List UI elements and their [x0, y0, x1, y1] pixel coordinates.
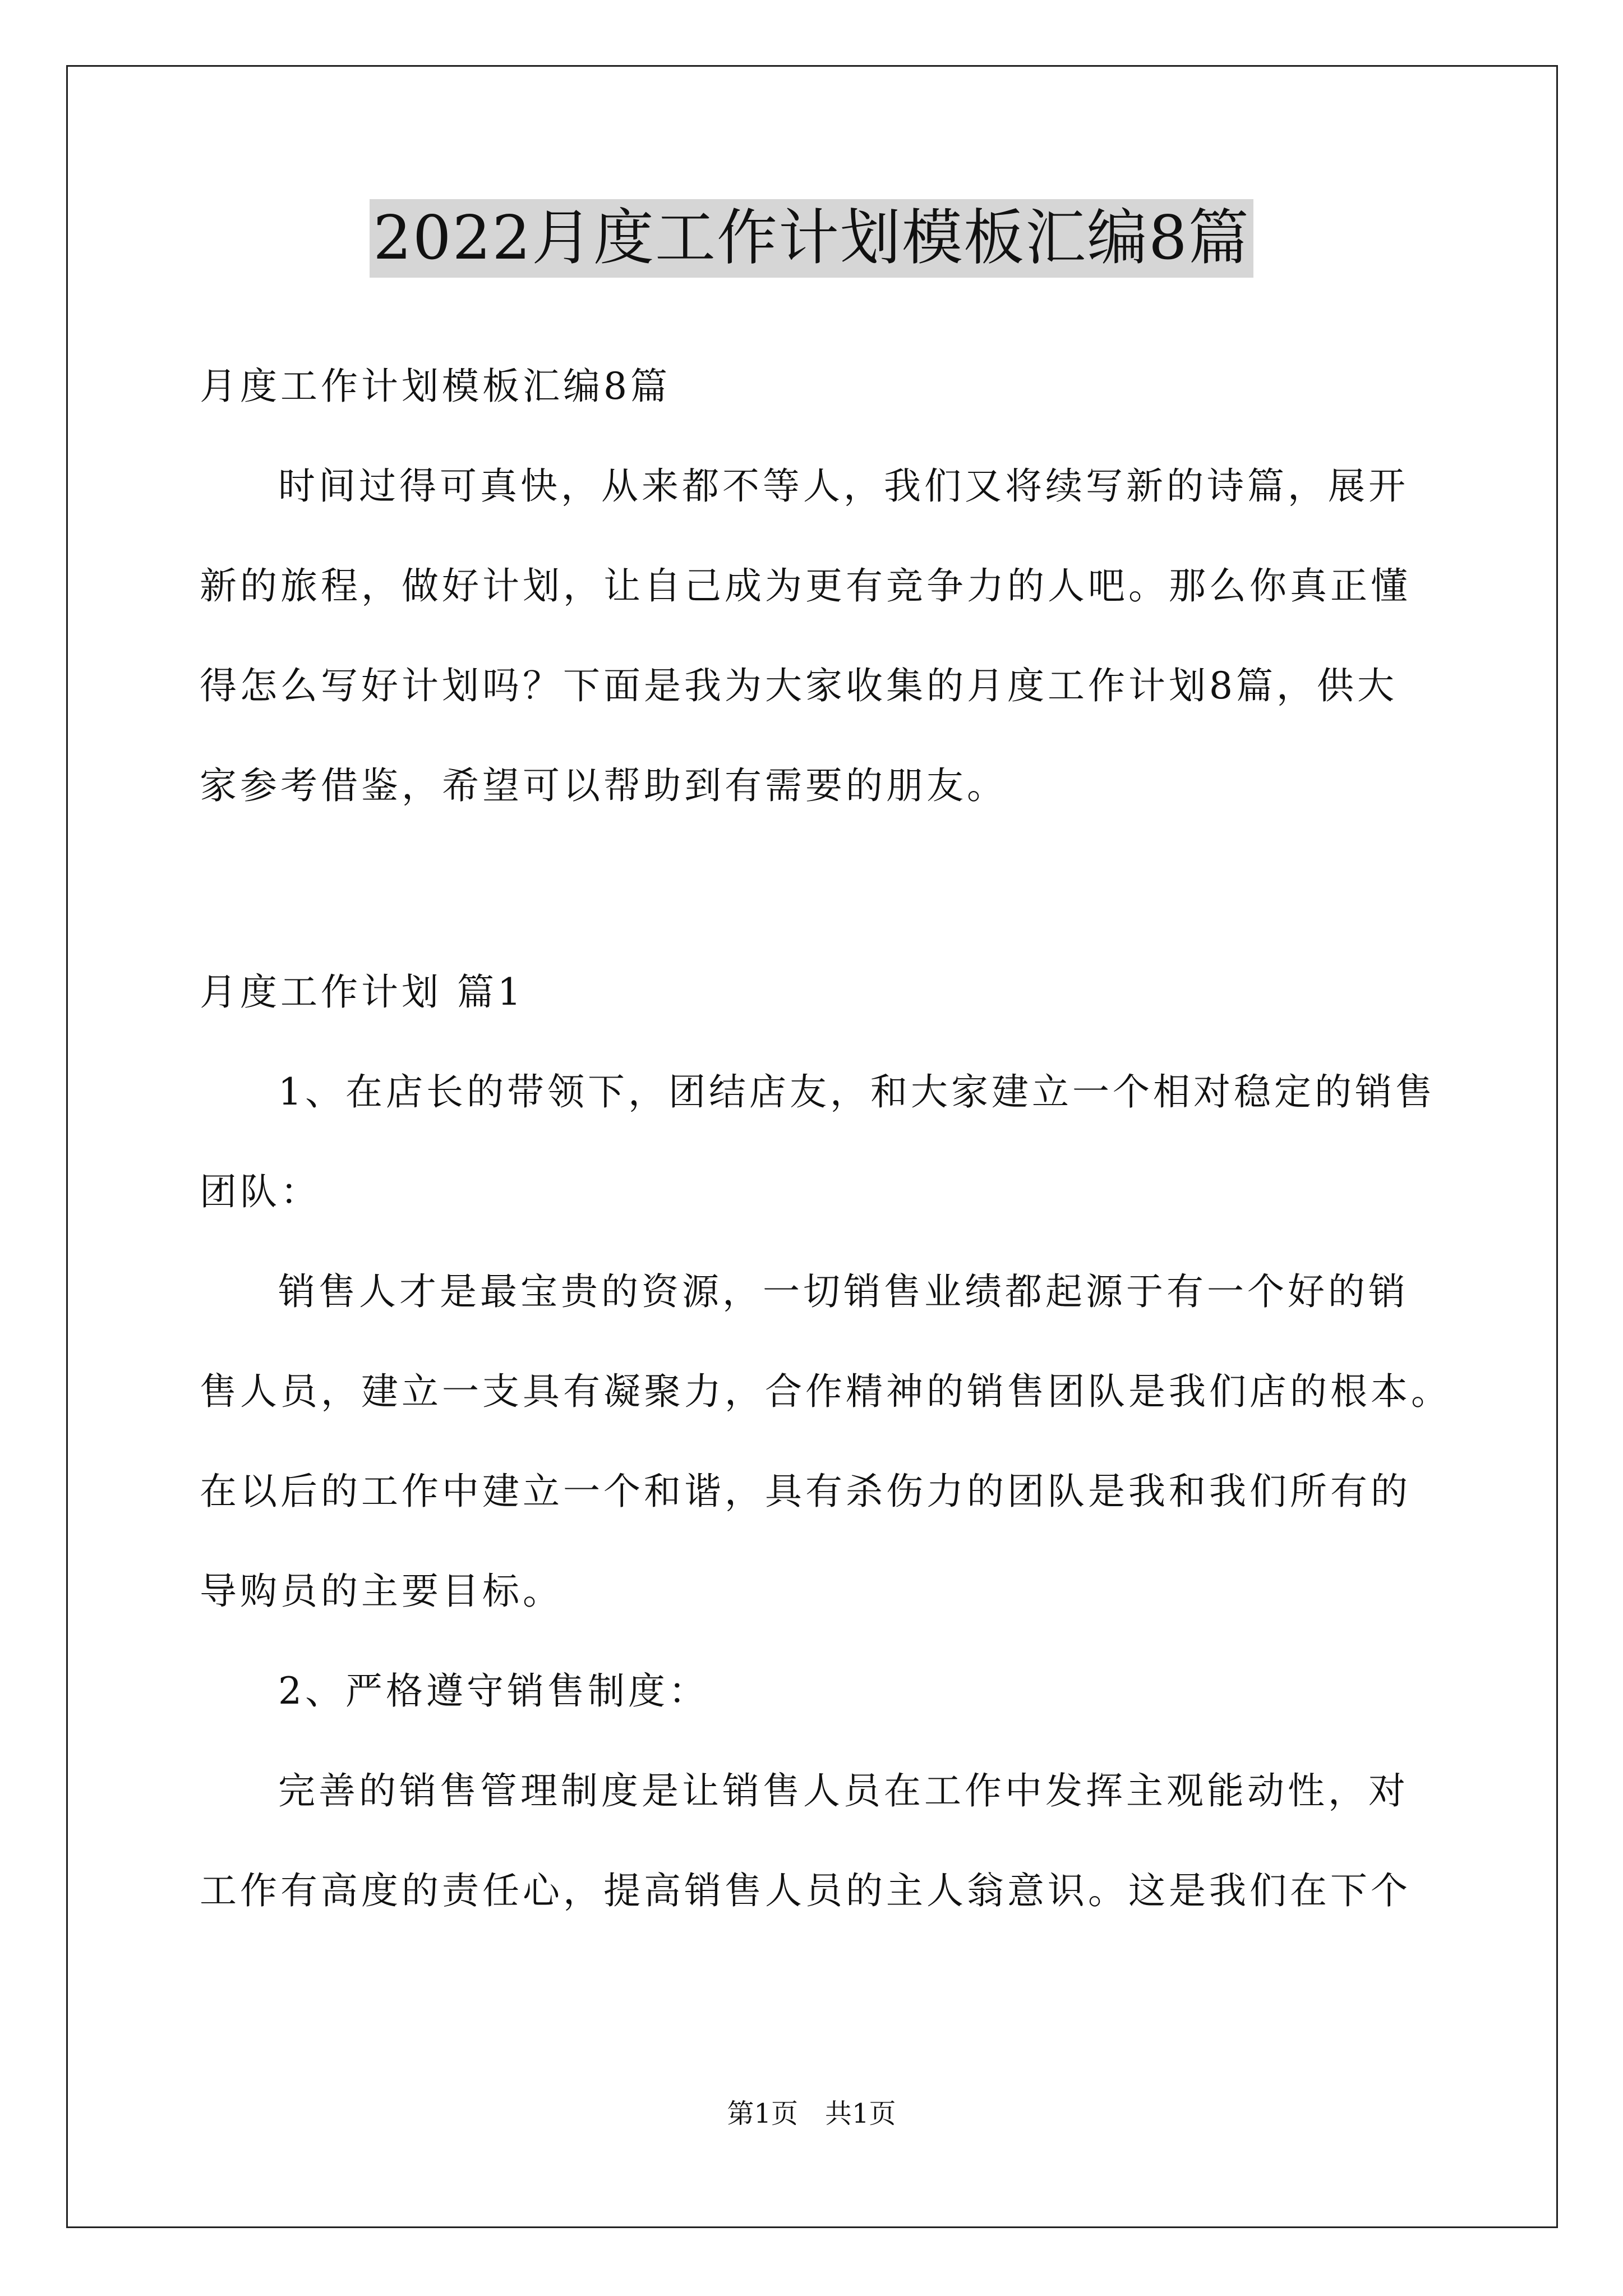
subtitle: 月度工作计划模板汇编8篇 — [200, 365, 671, 408]
paragraph-line: 销售人才是最宝贵的资源，一切销售业绩都起源于有一个好的销 — [278, 1270, 1409, 1313]
intro-line: 时间过得可真快，从来都不等人，我们又将续写新的诗篇，展开 — [278, 464, 1409, 508]
document-body — [200, 337, 1456, 1941]
paragraph-line: 工作有高度的责任心，提高销售人员的主人翁意识。这是我们在下个 — [200, 1869, 1411, 1912]
item-line: 团队： — [200, 1170, 321, 1213]
item-line: 2、严格遵守销售制度： — [278, 1669, 709, 1713]
item-line: 1、在店长的带领下，团结店友，和大家建立一个相对稳定的销售 — [278, 1070, 1436, 1114]
section-heading: 月度工作计划 篇1 — [200, 970, 524, 1014]
paragraph-line: 导购员的主要目标。 — [200, 1570, 563, 1613]
page-footer: 第1页 共1页 — [727, 2098, 896, 2129]
intro-line: 新的旅程，做好计划，让自己成为更有竞争力的人吧。那么你真正懂 — [200, 564, 1411, 608]
intro-line: 得怎么写好计划吗？下面是我为大家收集的月度工作计划8篇，供大 — [200, 664, 1398, 707]
document-title: 2022月度工作计划模板汇编8篇 — [370, 199, 1253, 278]
paragraph-line: 在以后的工作中建立一个和谐，具有杀伤力的团队是我和我们所有的 — [200, 1470, 1411, 1513]
paragraph-line: 完善的销售管理制度是让销售人员在工作中发挥主观能动性，对 — [278, 1769, 1409, 1812]
paragraph-gap — [200, 836, 1456, 942]
title-container — [0, 199, 1623, 278]
intro-line: 家参考借鉴，希望可以帮助到有需要的朋友。 — [200, 764, 1007, 807]
paragraph-line: 售人员，建立一支具有凝聚力，合作精神的销售团队是我们店的根本。 — [200, 1370, 1451, 1413]
